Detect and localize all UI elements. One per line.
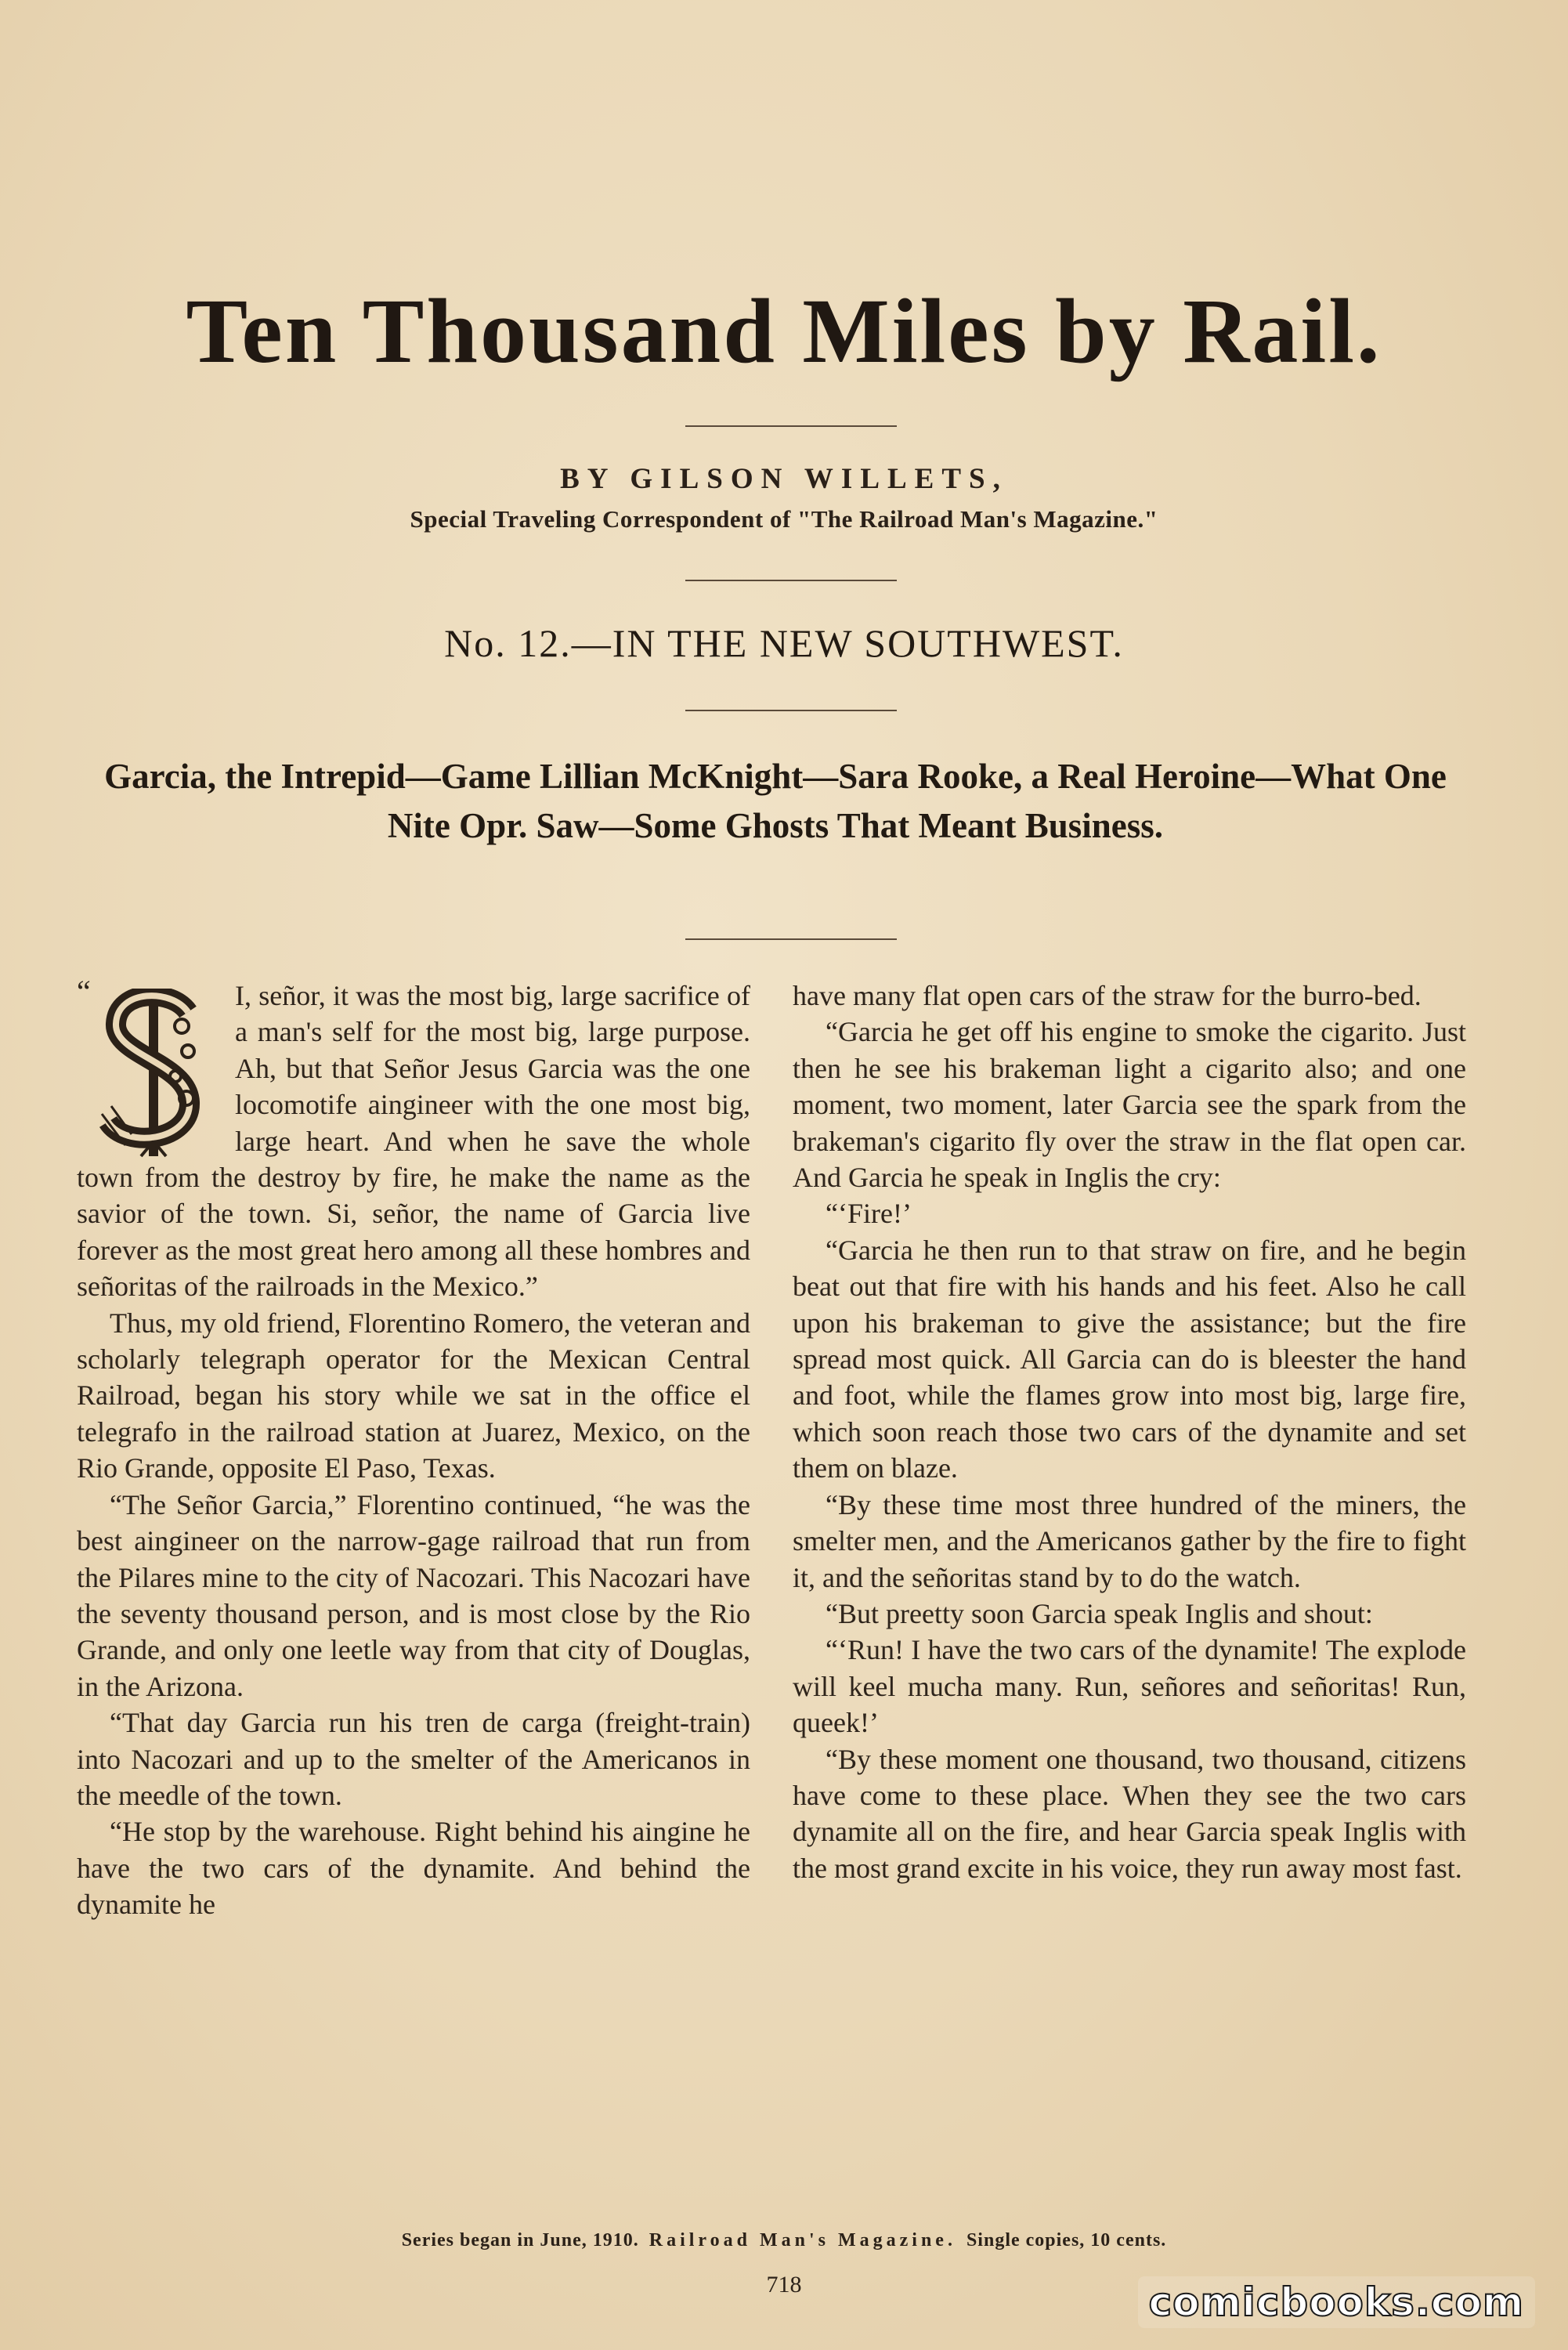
author-role: Special Traveling Correspondent of "The Railroad Man's Magazine." [410,505,1158,533]
byline-divider [685,580,897,581]
paragraph: “He stop by the warehouse. Right behind his aingine he have the two cars of the dynamite. And behind the dynamite he [77,1816,750,1921]
paragraph: “But preetty soon Garcia speak Inglis and shout: [826,1597,1373,1629]
paragraph: “That day Garcia run his tren de carga (freight-train) into Nacozari and up to the smelter of the Americanos in the meedle of the town. [77,1707,750,1811]
paragraph: “By these time most three hundred of the miners, the smelter men, and the Americanos gather by the fire to fight it, and the señoritas stand by to do the watch. [793,1488,1466,1593]
paragraph: “Garcia he then run to that straw on fire, and he begin beat out that fire with his hands and his feet. Also he call upon his brakeman to give the assistance; but the fire spread most quick. All Garcia can do is bleester the hand and foot, while the flames grow into most big, large fire, which soon reach those two cars of the dynamite and set them on blaze. [793,1234,1466,1484]
paragraph: “Garcia he get off his engine to smoke the cigarito. Just then he see his brakeman light a cigarito also; and one moment, two moment, later Garcia see the spark from the brakeman's cigarito fly over the straw in the flat open car. And Garcia he speak in Inglis the cry: [793,1016,1466,1194]
paragraph: “The Señor Garcia,” Florentino continued, “he was the best aingineer on the narrow-gage railroad that run from the Pilares mine to the city of Nacozari. This Nacozari have the seventy thousand person, and is most close by the Rio Grande, and only one leetle way from that city of Douglas, in the Arizona. [77,1488,751,1702]
article-title: Ten Thousand Miles by Rail. [186,280,1382,382]
paragraph: “‘Fire!’ [826,1198,912,1230]
drop-cap [77,974,226,1158]
deck-divider [685,938,897,940]
author-byline: BY GILSON WILLETS, [560,463,1008,495]
right-column [793,978,1466,1886]
paragraph: “‘Run! I have the two cars of the dynamite! The explode will keel mucha many. Run, señores and señoritas! Run, queek!’ [793,1634,1466,1739]
page-number: 718 [766,2272,802,2298]
drop-cap-quote: “ [77,974,91,1009]
ornamental-s-icon [94,989,219,1161]
magazine-name: Railroad Man's Magazine. [649,2230,956,2251]
watermark: comicbooks.com [1138,2276,1535,2328]
series-note: Series began in June, 1910. [401,2230,639,2251]
installment-divider [685,710,897,711]
left-column [77,974,751,1923]
installment-heading: No. 12.—IN THE NEW SOUTHWEST. [444,621,1124,665]
article-deck: Garcia, the Intrepid—Game Lillian McKnight—Sara Rooke, a Real Heroine—What One Nite Opr. Saw—Some Ghosts That Meant Business. [104,757,1447,845]
price-note: Single copies, 10 cents. [966,2230,1167,2251]
page-footer [0,2230,1568,2251]
title-divider [685,425,897,427]
paragraph: I, señor, it was the most big, large sacrifice of a man's self for the most big, large purpose. Ah, but that Señor Jesus Garcia was the one locomotife aingineer with the one most big, large heart. And when he save the whole town from the destroy by fire, he make the name as the savior of the town. Si, señor, the name of Garcia live forever as the most great hero among all these hombres and señoritas of the railroads in the Mexico.” [77,980,750,1303]
paragraph: have many flat open cars of the straw for the burro-bed. [793,980,1422,1011]
paragraph: “By these moment one thousand, two thousand, citizens have come to these place. When they see the two cars dynamite all on the fire, and hear Garcia speak Inglis with the most grand excite in his voice, they run away most fast. [793,1743,1466,1884]
paragraph: Thus, my old friend, Florentino Romero, the veteran and scholarly telegraph operator for the Mexican Central Railroad, began his story while we sat in the office el telegrafo in the railroad station at Juarez, Mexico, on the Rio Grande, opposite El Paso, Texas. [77,1307,750,1484]
